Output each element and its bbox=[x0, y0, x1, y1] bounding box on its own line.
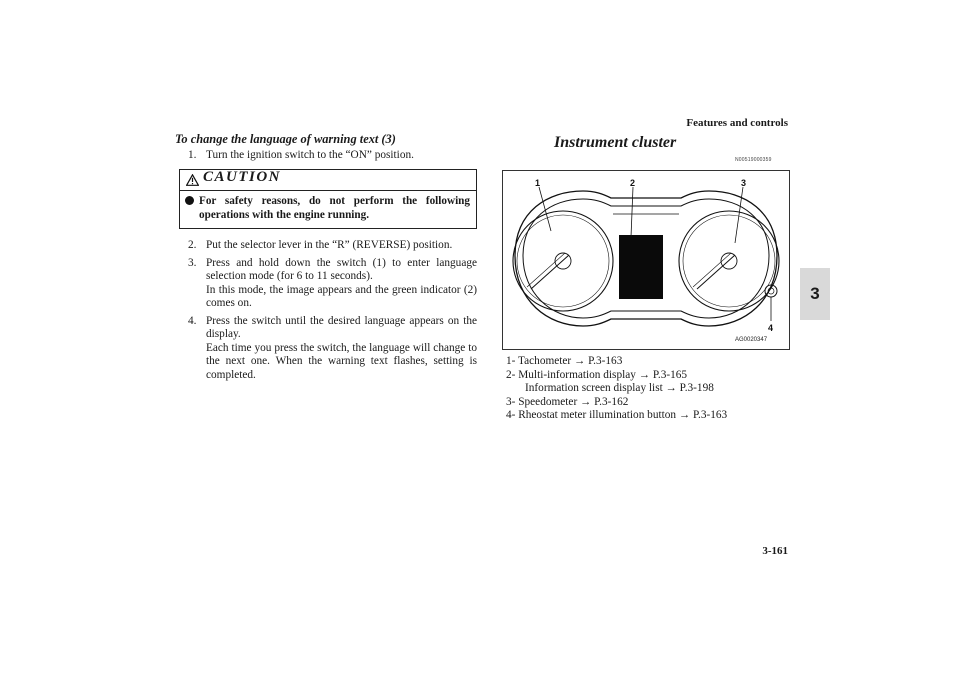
running-header: Features and controls bbox=[686, 117, 788, 129]
legend-item-1: 1- Tachometer → P.3-163 bbox=[506, 355, 623, 367]
step-number: 2. bbox=[188, 239, 197, 251]
step-text: Press the switch until the desired language appears on the display. bbox=[206, 314, 477, 340]
callout-4: 4 bbox=[768, 323, 774, 333]
step-2 bbox=[175, 239, 477, 253]
legend-item-2: 2- Multi-information display → P.3-165 bbox=[506, 368, 688, 381]
step-number: 3. bbox=[188, 256, 197, 269]
chapter-number: 3 bbox=[810, 284, 820, 303]
step-text-2: In this mode, the image appears and the green indicator (2) comes on. bbox=[206, 283, 477, 309]
step-number: 4. bbox=[188, 314, 197, 327]
step-text: Put the selector lever in the “R” (REVERSE) position. bbox=[206, 239, 453, 251]
step-4 bbox=[175, 315, 477, 383]
figure-legend bbox=[506, 355, 796, 423]
instrument-cluster-figure bbox=[502, 170, 790, 350]
section-heading: To change the language of warning text (3) bbox=[175, 132, 396, 146]
caution-body bbox=[180, 191, 476, 228]
step-3 bbox=[175, 257, 477, 311]
callout-1: 1 bbox=[535, 178, 541, 188]
caution-text: For safety reasons, do not perform the following operations with the engine running. bbox=[199, 195, 470, 221]
step-text: Press and hold down the switch (1) to enter language selection mode (for 6 to 11 seconds). bbox=[206, 256, 477, 282]
callout-3: 3 bbox=[741, 178, 747, 188]
callout-2: 2 bbox=[630, 178, 636, 188]
chapter-tab bbox=[800, 268, 830, 320]
reference-code: N00519000359 bbox=[735, 157, 772, 163]
section-title: Instrument cluster bbox=[554, 134, 677, 151]
legend-item-3: 3- Speedometer → P.3-162 bbox=[506, 395, 629, 408]
step-text-2: Each time you press the switch, the language will change to the next one. When the warning text flashes, setting is completed. bbox=[206, 341, 477, 381]
bullet-icon bbox=[185, 196, 194, 205]
caution-title: CAUTION bbox=[203, 169, 282, 185]
page-number: 3-161 bbox=[762, 545, 788, 557]
step-number: 1. bbox=[188, 148, 197, 161]
step-1 bbox=[175, 149, 477, 163]
caution-header bbox=[180, 170, 476, 191]
figure-code: AG0020347 bbox=[735, 337, 768, 343]
step-text: Turn the ignition switch to the “ON” position. bbox=[206, 148, 414, 161]
legend-item-2-sub: Information screen display list → P.3-198 bbox=[525, 382, 714, 394]
left-column bbox=[175, 133, 477, 382]
legend-item-4: 4- Rheostat meter illumination button → P.3-163 bbox=[506, 409, 728, 421]
warning-triangle-icon bbox=[186, 174, 199, 186]
instrument-cluster-illustration bbox=[503, 171, 789, 349]
caution-box bbox=[179, 169, 477, 229]
